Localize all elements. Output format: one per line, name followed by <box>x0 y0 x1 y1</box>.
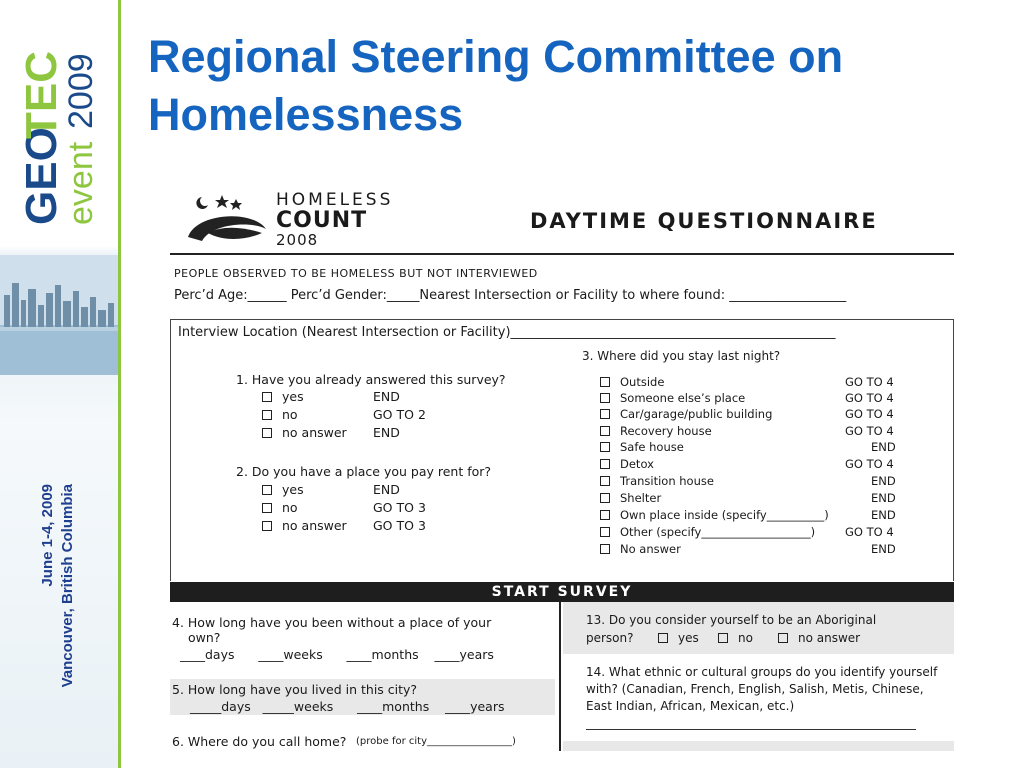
interview-location: Interview Location (Nearest Intersection or Facility)__________________________________________________ <box>178 325 836 340</box>
q4-units: ____days ____weeks ____months ____years <box>180 647 494 662</box>
q3-option: Someone else’s place <box>600 391 745 405</box>
q3-option: Detox <box>600 457 654 471</box>
q2-option: yes <box>262 482 304 497</box>
q2-go: GO TO 3 <box>373 518 426 533</box>
q13-option: yes <box>658 631 699 645</box>
q3-option: Safe house <box>600 440 684 454</box>
q14-text-line3: East Indian, African, Mexican, etc.) <box>586 699 795 713</box>
q13-person: person? <box>586 631 634 645</box>
q3-option: No answer <box>600 542 681 556</box>
checkbox <box>600 377 610 387</box>
q6-probe: (probe for city_________________) <box>356 736 516 747</box>
homeless-count-logo-icon <box>182 189 272 249</box>
q13-text: 13. Do you consider yourself to be an Aboriginal <box>586 613 877 627</box>
checkbox <box>718 633 728 643</box>
q3-go: END <box>871 440 896 454</box>
q2-text: 2. Do you have a place you pay rent for? <box>236 464 492 479</box>
conference-date: June 1-4, 2009 <box>39 484 56 587</box>
q2-option: no answer <box>262 518 347 533</box>
conference-info <box>10 480 106 740</box>
q3-go: GO TO 4 <box>845 391 894 405</box>
q3-option: Own place inside (specify__________) <box>600 508 829 522</box>
checkbox <box>600 442 610 452</box>
q1-option: no answer <box>262 425 347 440</box>
q3-option: Recovery house <box>600 424 712 438</box>
sidebar <box>0 0 118 768</box>
header-rule <box>170 253 954 255</box>
q3-text: 3. Where did you stay last night? <box>582 349 781 363</box>
q1-go: GO TO 2 <box>373 407 426 422</box>
perceived-line: Perc’d Age:______ Perc’d Gender:_____Nearest Intersection or Facility to where found: __________________ <box>174 288 847 303</box>
q1-go: END <box>373 389 400 404</box>
logo-event-text: event <box>62 141 100 225</box>
checkbox <box>600 459 610 469</box>
q6-text: 6. Where do you call home? <box>172 734 347 749</box>
q15-shade <box>563 741 954 751</box>
q3-option: Transition house <box>600 474 714 488</box>
checkbox <box>262 485 272 495</box>
q13-option: no <box>718 631 753 645</box>
logo-year-text: 2008 <box>276 231 319 249</box>
q5-units: _____days _____weeks ____months ____years <box>190 699 505 714</box>
checkbox <box>600 510 610 520</box>
checkbox <box>262 428 272 438</box>
q2-go: END <box>373 482 400 497</box>
q5-text: 5. How long have you lived in this city? <box>172 682 418 697</box>
q4-text-line1: 4. How long have you been without a place of your <box>172 615 492 630</box>
q1-text: 1. Have you already answered this survey? <box>236 372 506 387</box>
logo-count-text: COUNT <box>276 208 368 233</box>
q3-option: Other (specify___________________) <box>600 525 815 539</box>
q3-go: GO TO 4 <box>845 457 894 471</box>
q3-option: Car/garage/public building <box>600 407 772 421</box>
q3-go: END <box>871 508 896 522</box>
q3-go: GO TO 4 <box>845 375 894 389</box>
column-divider <box>559 602 561 751</box>
sidebar-divider <box>118 0 121 768</box>
title-line-2: Homelessness <box>148 89 464 140</box>
q3-go: GO TO 4 <box>845 424 894 438</box>
city-skyline-image <box>0 255 118 375</box>
q3-option: Shelter <box>600 491 661 505</box>
title-line-1: Regional Steering Committee on <box>148 31 844 82</box>
checkbox <box>600 393 610 403</box>
q13-shade <box>563 602 954 654</box>
logo-homeless-text: HOMELESS <box>276 190 394 210</box>
q2-option: no <box>262 500 298 515</box>
checkbox <box>778 633 788 643</box>
q13-option: no answer <box>778 631 860 645</box>
checkbox <box>262 503 272 513</box>
checkbox <box>658 633 668 643</box>
q3-go: END <box>871 491 896 505</box>
checkbox <box>600 476 610 486</box>
checkbox <box>262 410 272 420</box>
checkbox <box>600 409 610 419</box>
q3-go: END <box>871 542 896 556</box>
slide-title <box>148 28 1008 144</box>
checkbox <box>262 521 272 531</box>
start-survey-bar: START SURVEY <box>170 582 954 602</box>
q2-go: GO TO 3 <box>373 500 426 515</box>
checkbox <box>600 426 610 436</box>
interview-box <box>170 319 954 581</box>
q1-go: END <box>373 425 400 440</box>
q3-go: GO TO 4 <box>845 525 894 539</box>
q3-option: Outside <box>600 375 664 389</box>
q14-answer-line <box>586 729 916 730</box>
logo-tec-text: TEC <box>17 51 66 139</box>
checkbox <box>600 493 610 503</box>
geotec-logo <box>8 20 108 240</box>
checkbox <box>262 392 272 402</box>
checkbox <box>600 527 610 537</box>
q4-text-line2: own? <box>188 630 221 645</box>
q3-go: END <box>871 474 896 488</box>
q1-option: yes <box>262 389 304 404</box>
q14-text-line2: with? (Canadian, French, English, Salish, Metis, Chinese, <box>586 682 924 696</box>
checkbox <box>600 544 610 554</box>
q14-text-line1: 14. What ethnic or cultural groups do you identify yourself <box>586 665 938 679</box>
q3-go: GO TO 4 <box>845 407 894 421</box>
logo-year-text: 2009 <box>62 53 100 129</box>
q1-option: no <box>262 407 298 422</box>
observed-label: PEOPLE OBSERVED TO BE HOMELESS BUT NOT INTERVIEWED <box>174 267 538 280</box>
logo-geo-text: GEO <box>17 127 66 225</box>
questionnaire-header: DAYTIME QUESTIONNAIRE <box>530 209 878 233</box>
questionnaire-image <box>168 185 954 751</box>
conference-location: Vancouver, British Columbia <box>59 484 76 688</box>
